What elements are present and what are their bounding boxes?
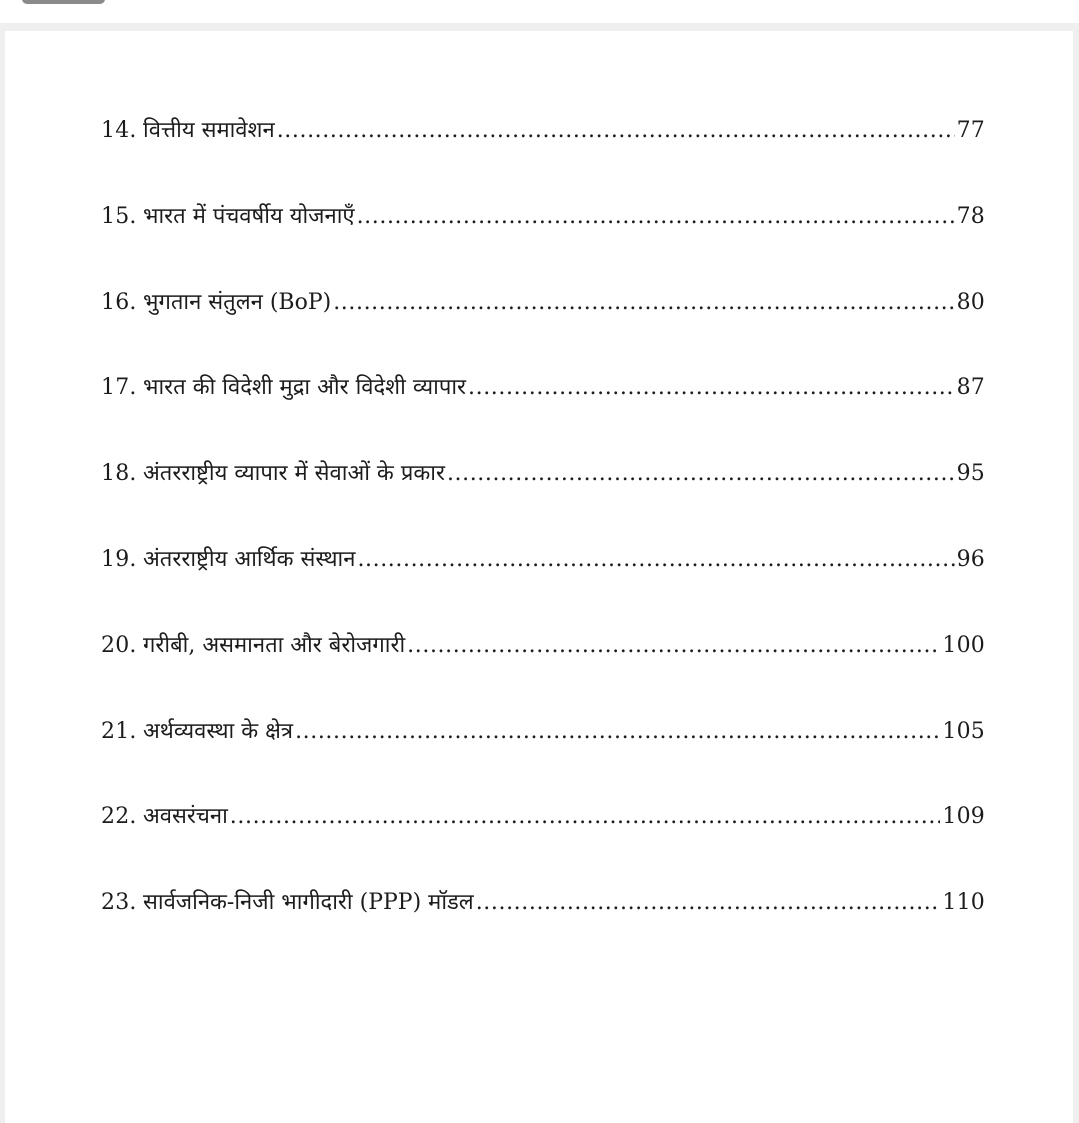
toc-entry-title: वित्तीय समावेशन: [143, 118, 275, 143]
toc-entry-title: अंतरराष्ट्रीय व्यापार में सेवाओं के प्रकार: [143, 461, 445, 487]
dot-leader: [476, 888, 941, 918]
dot-leader: [295, 717, 940, 747]
dot-leader: [357, 545, 954, 575]
toc-entry[interactable]: [101, 631, 985, 661]
toc-entry-number: 18.: [101, 461, 137, 487]
toc-entry[interactable]: [101, 888, 985, 918]
toc-entry-page: 87: [956, 375, 985, 401]
toc-entry[interactable]: [101, 288, 985, 318]
toc-entry-title: गरीबी, असमानता और बेरोजगारी: [143, 632, 406, 658]
toc-entry-number: 17.: [101, 375, 137, 401]
top-toolbar-strip: [0, 0, 1079, 23]
toc-entry-title: सार्वजनिक-निजी भागीदारी (PPP) मॉडल: [143, 890, 474, 916]
toc-entry-number: 16.: [101, 289, 137, 315]
toc-entry-number: 20.: [101, 632, 137, 658]
toc-entry[interactable]: [101, 202, 985, 232]
dot-leader: [357, 202, 955, 232]
toc-entry[interactable]: [101, 802, 985, 832]
toc-entry[interactable]: [101, 717, 985, 747]
toolbar-handle[interactable]: [22, 0, 105, 4]
toc-entry-page: 77: [956, 118, 985, 143]
toc-entry-title: अवसरंचना: [143, 804, 228, 830]
toc-entry[interactable]: [101, 459, 985, 489]
dot-leader: [407, 631, 940, 661]
dot-leader: [333, 288, 954, 318]
toc-entry-page: 80: [956, 289, 985, 315]
toc-entry-number: 22.: [101, 804, 137, 830]
toc-entry[interactable]: [101, 545, 985, 575]
toc-entry-number: 19.: [101, 546, 137, 572]
toc-entry-page: 100: [942, 632, 985, 658]
toc-entry-number: 15.: [101, 203, 137, 229]
toc-entry[interactable]: [101, 373, 985, 403]
toc-entry-number: 23.: [101, 890, 137, 916]
toc-entry-page: 105: [942, 718, 985, 744]
table-of-contents: [101, 116, 985, 974]
toc-entry-number: 14.: [101, 118, 137, 143]
toc-entry-page: 110: [942, 890, 985, 916]
toc-entry-page: 96: [956, 546, 985, 572]
toc-entry-title: भारत में पंचवर्षीय योजनाएँ: [143, 203, 355, 229]
toc-entry-title: अंतरराष्ट्रीय आर्थिक संस्थान: [143, 546, 356, 572]
dot-leader: [277, 116, 955, 146]
toc-entry-number: 21.: [101, 718, 137, 744]
toc-entry-title: भारत की विदेशी मुद्रा और विदेशी व्यापार: [143, 375, 467, 401]
dot-leader: [230, 802, 941, 832]
toc-entry[interactable]: [101, 116, 985, 146]
toc-entry-page: 95: [956, 461, 985, 487]
toc-entry-title: भुगतान संतुलन (BoP): [143, 289, 332, 315]
toc-entry-title: अर्थव्यवस्था के क्षेत्र: [143, 718, 294, 744]
document-page: [5, 31, 1073, 1123]
toc-entry-page: 109: [942, 804, 985, 830]
toc-entry-page: 78: [956, 203, 985, 229]
dot-leader: [447, 459, 955, 489]
dot-leader: [468, 373, 955, 403]
